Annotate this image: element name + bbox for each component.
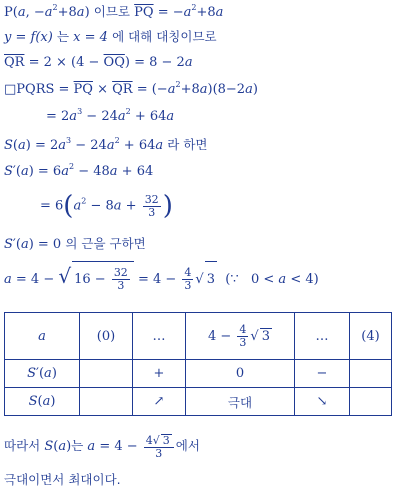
cell-a: a (5, 313, 80, 360)
cell (350, 388, 392, 416)
cell-dots-1: … (133, 313, 186, 360)
cell (350, 360, 392, 388)
line-7: $S'(a) = 6a^2 - 48a + 64$ (4, 162, 154, 179)
line-3: $\overline{QR} = 2 \times (4 - \overline{OQ}) = 8 - 2a$ (4, 55, 193, 70)
cell-4: (4) (350, 313, 392, 360)
line-5: = $2a^3 - 24a^2 + 64a$ (46, 107, 175, 124)
cell (80, 360, 133, 388)
line-4: □PQRS = $\overline{PQ} \times \overline{QR} = (-a^2+8a)(8-2a)$ (4, 80, 258, 97)
line-2 (4, 29, 217, 46)
pq-value: = $-a^2+8a$ (157, 3, 224, 20)
segment-pq: $\overline{PQ}$ (134, 5, 154, 20)
cell-critical: 4 − $\frac{4}{3}$ √ 3 (186, 313, 295, 360)
cell-plus: + (133, 360, 186, 388)
line-6 (4, 137, 207, 154)
table-row-header (5, 313, 392, 360)
line-11-korean-2: 는 (71, 438, 84, 453)
line-x4: x = 4 (73, 30, 108, 45)
table-row-sprime (5, 360, 392, 388)
function-y: y = f(x) (4, 30, 53, 45)
cell-minus: − (295, 360, 350, 388)
line-1-korean: 이므로 (93, 4, 131, 19)
point-p: P(a, $-a^2+8a$) (4, 3, 90, 20)
line-8: = $6(a^2 - 8a$ + $\frac{32}{3}$ ) (40, 191, 173, 221)
table-row-s (5, 388, 392, 416)
line-1 (4, 4, 223, 21)
line-9 (4, 236, 146, 253)
line-6-korean: 라 하면 (167, 137, 208, 152)
cell-0: (0) (80, 313, 133, 360)
sprime-zero: S′(a) = 0 (4, 237, 62, 252)
line-9-korean: 의 근을 구하면 (65, 236, 146, 251)
cell-s-label: S(a) (5, 388, 80, 416)
line-2-korean-2: 에 대해 대칭이므로 (112, 29, 217, 44)
cell-zero: 0 (186, 360, 295, 388)
increase-decrease-table (4, 312, 392, 416)
s-definition: $S(a) = 2a^3 - 24a^2 + 64a$ (4, 136, 164, 153)
cell-increase-arrow: ↗ (133, 388, 186, 416)
cell-sprime-label: S′(a) (5, 360, 80, 388)
line-11-korean-3: 에서 (175, 438, 200, 453)
conclusion: 극대이면서 최대이다. (4, 472, 121, 487)
line-2-korean-1: 는 (56, 29, 70, 44)
cell-decrease-arrow: ↘ (295, 388, 350, 416)
cell-dots-2: … (295, 313, 350, 360)
cell-maximum: 극대 (186, 388, 295, 416)
line-10: a = 4 − √ 16 − $\frac{32}{3}$ = 4 − $\frac{4}{3}$ √ 3 (∵ 0 < a < 4) (4, 258, 319, 298)
line-11: 따라서 S(a)는 a = 4 − $\frac{4√ 3}{3}$ 에서 (4, 433, 200, 460)
line-11-korean-1: 따라서 (4, 438, 41, 453)
cell (80, 388, 133, 416)
